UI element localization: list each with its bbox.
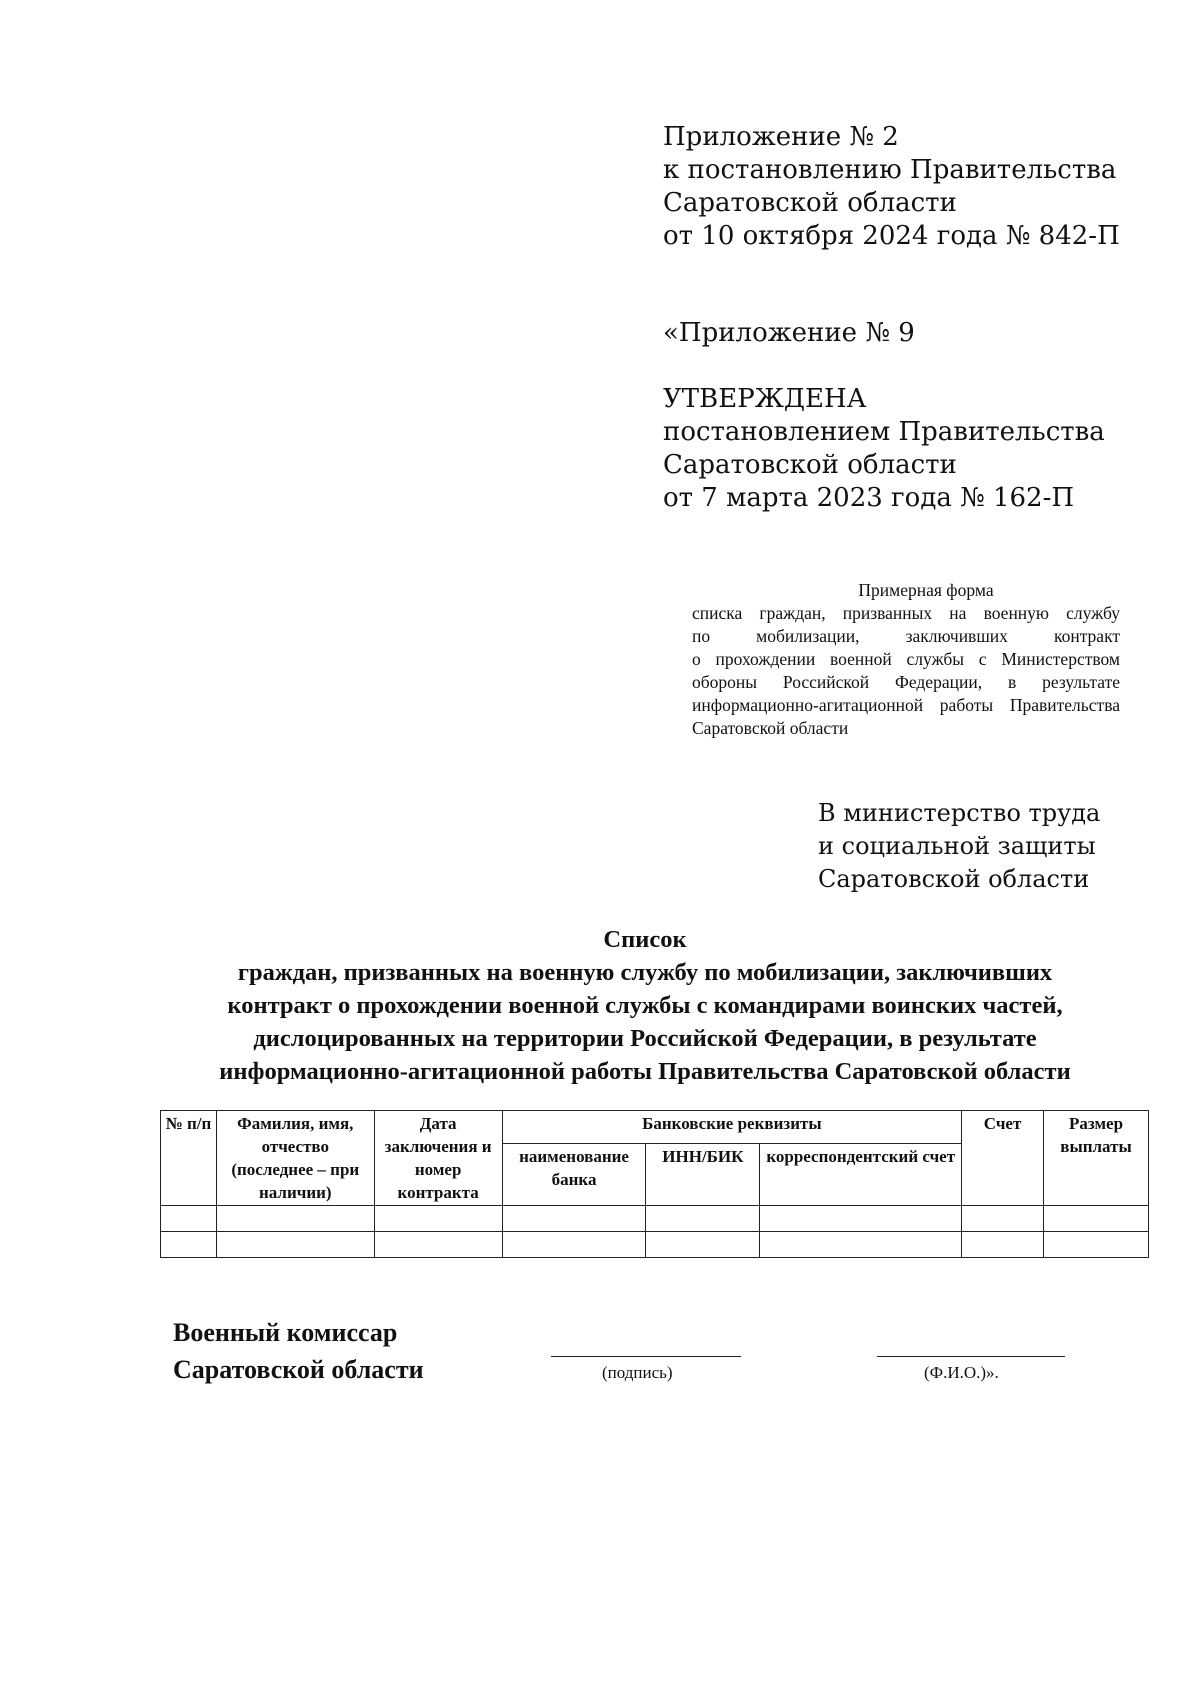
appendix-header	[663, 121, 1120, 253]
header-contract-date: Дата заключения и номер контракта	[374, 1111, 502, 1206]
header-bank-name: наименование банка	[502, 1143, 646, 1205]
appendix-line: Саратовской области	[663, 188, 957, 218]
list-title-line: дислоцированных на территории Российской Федерации, в результате	[253, 1025, 1037, 1052]
header-inn-bik: ИНН/БИК	[646, 1143, 760, 1205]
list-title	[150, 923, 1140, 1088]
approved-header	[663, 383, 1105, 515]
list-heading: Список	[603, 926, 687, 953]
list-title-line: контракт о прохождении военной службы с командирами воинских частей,	[227, 992, 1063, 1019]
signer-title-line: Военный комиссар	[173, 1318, 398, 1347]
approved-line: постановлением Правительства	[663, 417, 1105, 447]
form-note-line: обороны Российской Федерации, в результате	[692, 672, 1120, 692]
approved-line: от 7 марта 2023 года № 162-П	[663, 483, 1075, 513]
appendix-line: к постановлению Правительства	[663, 155, 1117, 185]
list-title-line: информационно-агитационной работы Правительства Саратовской области	[219, 1058, 1071, 1085]
name-caption: (Ф.И.О.)».	[924, 1363, 999, 1382]
signer-title-line: Саратовской области	[173, 1355, 424, 1384]
recipient-block	[818, 797, 1100, 896]
form-note-line: по мобилизации, заключивших контракт	[692, 626, 1120, 646]
header-full-name: Фамилия, имя, отчество (последнее – при наличии)	[216, 1111, 374, 1206]
signer-block	[173, 1314, 424, 1388]
table-header-row	[161, 1111, 1149, 1144]
signature-line	[551, 1356, 741, 1357]
header-account: Счет	[962, 1111, 1044, 1206]
recipient-line: и социальной защиты	[818, 832, 1096, 860]
approved-line: Саратовской области	[663, 450, 957, 480]
form-note-line: списка граждан, призванных на военную службу	[692, 603, 1120, 623]
signature-caption: (подпись)	[602, 1363, 673, 1382]
header-number: № п/п	[161, 1111, 217, 1206]
name-line	[877, 1356, 1065, 1357]
list-title-line: граждан, призванных на военную службу по мобилизации, заключивших	[237, 959, 1053, 986]
recipient-line: В министерство труда	[818, 799, 1101, 827]
header-bank-details: Банковские реквизиты	[502, 1111, 962, 1144]
form-note-line: информационно-агитационной работы Правительства	[692, 695, 1120, 715]
form-note-line: Саратовской области	[692, 718, 849, 738]
appendix-line: Приложение № 2	[663, 122, 899, 152]
table-row	[161, 1232, 1149, 1258]
form-note-title: Примерная форма	[858, 580, 994, 600]
form-note-line: о прохождении военной службы с Министерством	[692, 649, 1120, 669]
table-row	[161, 1206, 1149, 1232]
header-corr-account: корреспондентский счет	[760, 1143, 962, 1205]
appendix-line: от 10 октября 2024 года № 842-П	[663, 221, 1120, 251]
header-payment: Размер выплаты	[1044, 1111, 1149, 1206]
recipient-line: Саратовской области	[818, 865, 1090, 893]
form-note	[692, 579, 1120, 740]
approved-line: УТВЕРЖДЕНА	[663, 384, 867, 414]
appendix-9-label: «Приложение № 9	[663, 318, 915, 348]
citizens-table	[160, 1110, 1149, 1258]
